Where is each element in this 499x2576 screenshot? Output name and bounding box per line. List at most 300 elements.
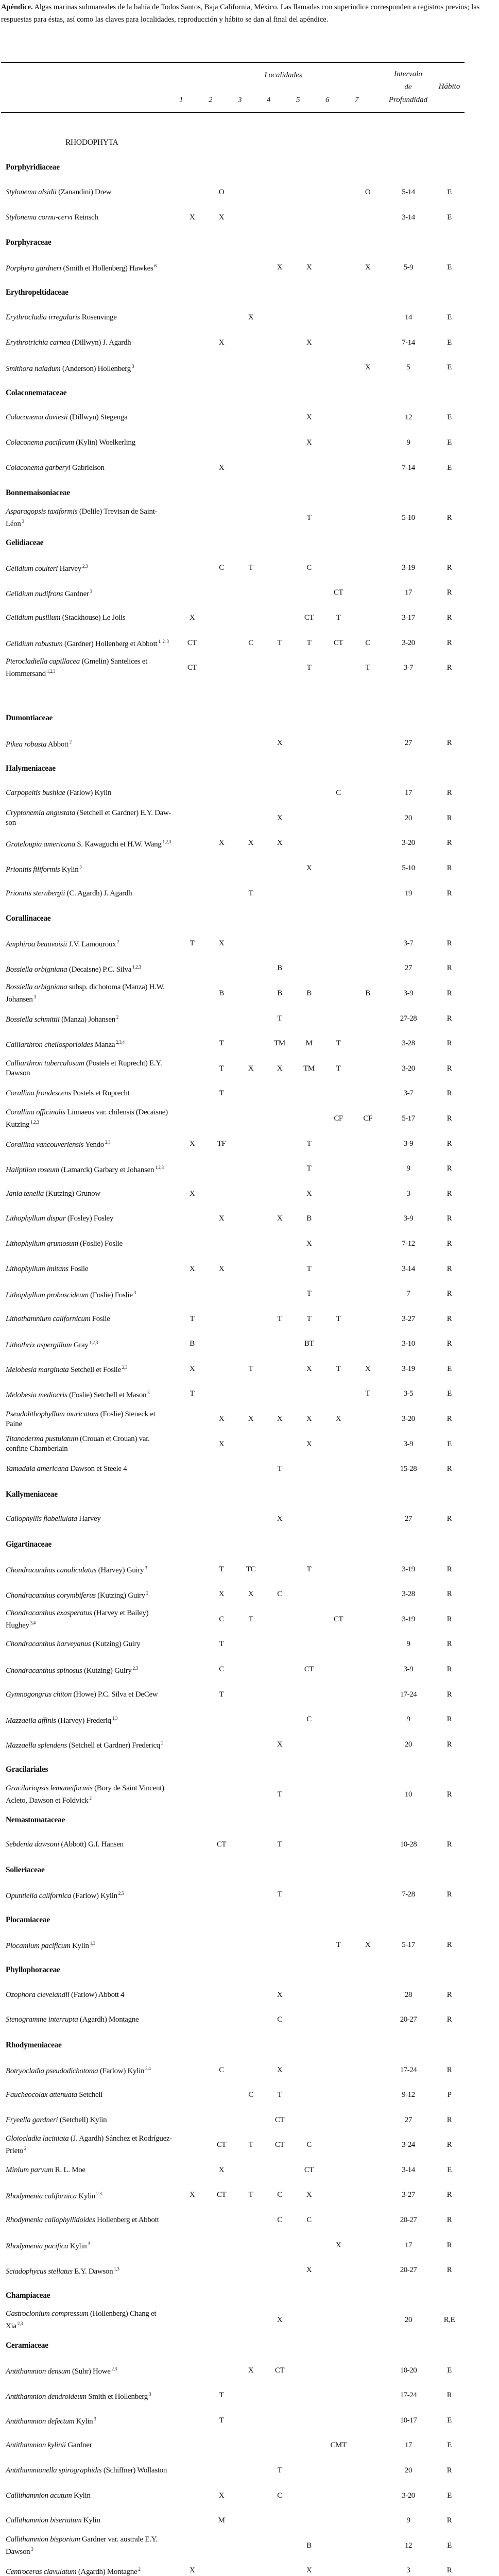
locality-6 — [325, 2308, 351, 2333]
species-row — [0, 255, 499, 280]
locality-1 — [179, 781, 205, 806]
species-binomial: Pterocladiella capillacea — [6, 657, 80, 666]
species-binomial: Asparagopsis taxiformis — [6, 507, 78, 516]
species-binomial: Colaconema garberyi — [6, 463, 71, 472]
depth-range: 9 — [406, 1715, 410, 1724]
depth-range: 12 — [405, 413, 412, 422]
locality-6 — [325, 2133, 351, 2158]
species-binomial: Antithamnion defectum — [6, 2417, 75, 2426]
depth-range: 20 — [405, 814, 412, 822]
depth-range: 15-28 — [400, 1465, 417, 1473]
species-binomial: Lithophyllum imitans — [6, 1264, 68, 1273]
species-binomial: Sciadophycus stellatus — [6, 2267, 73, 2276]
species-author: (Agardh) Montagne — [78, 2567, 137, 2576]
species-binomial: Prionitis filiformis — [6, 865, 60, 874]
locality-7 — [355, 2533, 381, 2558]
habit: R — [446, 1715, 452, 1724]
habit: R — [446, 1740, 452, 1749]
locality-7 — [355, 2133, 381, 2158]
division-heading — [0, 130, 499, 155]
depth-range: 3-19 — [402, 1615, 415, 1623]
locality-3 — [238, 2558, 264, 2576]
depth-range: 9-12 — [402, 2091, 415, 2099]
top-rule — [1, 62, 464, 63]
species-author: (Dillwyn) Stegenga — [69, 413, 128, 422]
locality-4 — [267, 1557, 292, 1582]
locality-1: B — [190, 1340, 195, 1348]
locality-1 — [179, 2433, 205, 2459]
depth-range: 20 — [405, 2466, 412, 2475]
locality-7 — [355, 2108, 381, 2133]
locality-3 — [238, 2383, 264, 2408]
species-author: Foslie — [92, 1314, 110, 1323]
family-heading — [0, 155, 499, 180]
species-name — [6, 430, 173, 455]
locality-4 — [267, 1632, 292, 1657]
locality-6: C — [336, 789, 341, 798]
locality-7 — [355, 505, 381, 531]
locality-3 — [238, 2483, 264, 2509]
previous-record-ref: 2 — [24, 2146, 27, 2151]
species-name — [6, 505, 173, 531]
species-row — [0, 2158, 499, 2183]
species-binomial: Titanoderma pustulatum — [6, 1435, 78, 1444]
species-binomial: Gastroclonium compressum — [6, 2310, 89, 2318]
locality-7 — [355, 305, 381, 330]
locality-1 — [179, 2408, 205, 2433]
locality-3 — [238, 1231, 264, 1257]
species-binomial: Chondracanthus corymbiferus — [6, 1591, 96, 1600]
locality-1: T — [190, 939, 195, 947]
locality-3 — [238, 1432, 264, 1457]
locality-1 — [179, 1607, 205, 1632]
depth-range: 5-17 — [402, 1114, 415, 1123]
depth-range: 20-27 — [400, 2015, 417, 2024]
species-author: Gray — [73, 1341, 89, 1349]
species-binomial: Stenogramme interrupta — [6, 2015, 78, 2024]
locality-6 — [325, 806, 351, 831]
locality-3: C — [248, 2091, 253, 2099]
locality-4 — [267, 430, 292, 455]
species-name — [6, 631, 173, 656]
locality-6 — [325, 2383, 351, 2408]
locality-6 — [325, 2082, 351, 2108]
locality-1: T — [190, 1389, 195, 1398]
header-col-2: 2 — [209, 96, 213, 104]
species-row — [0, 1131, 499, 1157]
depth-range: 3-20 — [402, 1064, 415, 1073]
locality-4 — [267, 605, 292, 631]
species-name — [6, 1281, 173, 1307]
locality-2 — [209, 1933, 234, 1958]
locality-2 — [209, 355, 234, 380]
locality-4 — [267, 2508, 292, 2533]
locality-3 — [238, 1006, 264, 1031]
locality-7: X — [365, 1940, 371, 1949]
locality-2: X — [218, 1439, 225, 1448]
locality-1 — [179, 1106, 205, 1131]
species-row — [0, 1332, 499, 1357]
locality-1 — [179, 1682, 205, 1707]
previous-record-ref: 3 — [133, 1290, 136, 1295]
locality-1 — [179, 1006, 205, 1031]
species-binomial: Pseudolithophyllum muricatum — [6, 1410, 99, 1418]
header-col-3: 3 — [238, 96, 242, 104]
locality-7 — [355, 1707, 381, 1732]
species-binomial: Colaconema daviesii — [6, 413, 68, 422]
header-interval — [384, 68, 433, 107]
habit: R — [446, 1290, 452, 1298]
locality-1: T — [190, 1314, 195, 1323]
locality-5: BT — [304, 1340, 314, 1348]
locality-7 — [355, 1031, 381, 1056]
depth-range: 9 — [406, 2516, 410, 2525]
family-name: Halymeniaceae — [6, 764, 56, 773]
species-name — [6, 1106, 173, 1131]
locality-3 — [238, 1982, 264, 2008]
family-heading — [0, 1957, 499, 1982]
species-binomial: Lithothamnium californicum — [6, 1314, 91, 1323]
locality-2 — [209, 1156, 234, 1181]
locality-5 — [296, 1106, 322, 1131]
locality-6 — [325, 2533, 351, 2558]
locality-1 — [179, 2483, 205, 2509]
locality-5: T — [306, 1314, 312, 1323]
locality-7 — [355, 1456, 381, 1482]
locality-2: CT — [216, 1840, 227, 1849]
locality-3 — [238, 2433, 264, 2459]
species-name — [6, 1006, 173, 1031]
species-author: Manza — [94, 1040, 115, 1049]
habit: R — [446, 939, 452, 947]
locality-5: B — [306, 989, 312, 997]
species-row — [0, 1607, 499, 1632]
habit: E — [447, 213, 452, 222]
family-name: Nemastomataceae — [6, 1815, 65, 1824]
locality-3 — [238, 205, 264, 230]
locality-2 — [209, 2208, 234, 2233]
species-author: subsp. dichotoma (Manza) H.W. Johansen — [6, 982, 165, 1004]
family-name: Dumontiaceae — [6, 714, 53, 723]
locality-7 — [355, 1181, 381, 1207]
locality-7 — [355, 2508, 381, 2533]
depth-range: 10 — [405, 1790, 412, 1799]
depth-range: 3-19 — [402, 1364, 415, 1373]
locality-2: T — [219, 2391, 224, 2400]
locality-1 — [179, 1281, 205, 1307]
locality-2 — [209, 1332, 234, 1357]
species-author: (Postels et Ruprecht) E.Y. Dawson — [6, 1059, 162, 1078]
locality-6 — [325, 731, 351, 756]
locality-4: TM — [274, 1039, 285, 1048]
habit: E — [447, 463, 452, 472]
species-binomial: Erythrotrichia carnea — [6, 338, 71, 347]
species-row — [0, 1257, 499, 1282]
locality-6 — [325, 655, 351, 681]
habit: R — [446, 2391, 452, 2400]
species-name — [6, 1982, 173, 2008]
locality-6 — [325, 1883, 351, 1908]
locality-2: X — [218, 1590, 225, 1599]
habit: R — [446, 614, 452, 622]
species-name — [6, 831, 173, 856]
locality-5 — [296, 1933, 322, 1958]
habit: R,E — [443, 2316, 455, 2325]
locality-5 — [296, 2082, 322, 2108]
species-author: (Harvey) Guiry — [98, 1566, 144, 1575]
habit: R — [446, 839, 452, 848]
locality-1 — [179, 1883, 205, 1908]
species-binomial: Mazzaella splendens — [6, 1741, 67, 1750]
species-name — [6, 881, 173, 906]
locality-5 — [296, 2358, 322, 2383]
locality-1 — [179, 330, 205, 355]
species-binomial: Corallina frondescens — [6, 1089, 71, 1098]
locality-4 — [267, 1332, 292, 1357]
habit: E — [447, 413, 452, 422]
locality-1 — [179, 1406, 205, 1432]
locality-4 — [267, 856, 292, 881]
locality-6 — [325, 1682, 351, 1707]
depth-range: 5-17 — [402, 1940, 415, 1949]
depth-range: 20 — [405, 1740, 412, 1749]
locality-2 — [209, 2458, 234, 2483]
locality-4: X — [277, 263, 283, 272]
locality-4: X — [277, 1415, 283, 1423]
species-row — [0, 655, 499, 681]
species-name — [6, 931, 173, 956]
species-name — [6, 581, 173, 606]
depth-range: 3-24 — [402, 2141, 415, 2149]
habit: R — [446, 739, 452, 748]
species-name — [6, 1607, 173, 1632]
locality-4 — [267, 2558, 292, 2576]
species-name — [6, 1031, 173, 1056]
locality-2 — [209, 856, 234, 881]
species-author: (Farlow) Abbott 4 — [71, 1990, 125, 1999]
locality-5 — [296, 806, 322, 831]
species-name — [6, 1707, 173, 1732]
locality-1 — [179, 455, 205, 481]
previous-record-ref: 3 — [148, 2391, 151, 2397]
locality-2: X — [218, 463, 225, 472]
species-name — [6, 2433, 173, 2459]
locality-7 — [355, 731, 381, 756]
locality-3 — [238, 1181, 264, 1207]
locality-2 — [209, 1357, 234, 1382]
depth-range: 7-12 — [402, 1239, 415, 1248]
locality-3 — [238, 2408, 264, 2433]
species-name — [6, 1156, 173, 1181]
species-binomial: Erythrocladia irregularis — [6, 313, 80, 321]
locality-4 — [267, 1607, 292, 1632]
locality-4 — [267, 1382, 292, 1407]
locality-3 — [238, 2058, 264, 2083]
species-binomial: Gelidium nudifrons — [6, 589, 63, 598]
species-author: (Gardner) Hollenberg et Abbott — [64, 640, 158, 649]
species-row — [0, 1307, 499, 1332]
locality-3: T — [248, 889, 253, 897]
locality-6 — [325, 881, 351, 906]
habit: P — [447, 2091, 452, 2099]
species-author: Harvey — [59, 565, 81, 573]
locality-5 — [296, 1682, 322, 1707]
locality-5: X — [306, 438, 312, 447]
previous-record-ref: 1,2,3 — [46, 669, 56, 674]
locality-3 — [238, 1257, 264, 1282]
locality-7 — [355, 1281, 381, 1307]
species-name — [6, 455, 173, 481]
locality-2 — [209, 1231, 234, 1257]
header-col-1: 1 — [179, 96, 183, 104]
locality-1 — [179, 2458, 205, 2483]
locality-3: X — [248, 2366, 254, 2375]
previous-record-ref: 1, 2, 3 — [158, 639, 169, 645]
species-row — [0, 305, 499, 330]
species-author: Harvey — [79, 1515, 101, 1523]
locality-6 — [325, 2183, 351, 2208]
locality-3: X — [248, 1590, 254, 1599]
species-row — [0, 2508, 499, 2533]
family-name: Plocamiaceae — [6, 1915, 50, 1924]
locality-6 — [325, 2483, 351, 2509]
species-row — [0, 1456, 499, 1482]
locality-6 — [325, 1382, 351, 1407]
species-name — [6, 1657, 173, 1682]
locality-6 — [325, 1257, 351, 1282]
locality-7 — [355, 2408, 381, 2433]
species-author: Kylin — [61, 865, 79, 874]
family-name: Champiaceae — [6, 2291, 50, 2300]
species-author: Linnaeus var. chilensis (Decaisne) Kutzing — [6, 1108, 168, 1129]
locality-1 — [179, 1933, 205, 1958]
locality-3: X — [248, 1064, 254, 1073]
locality-3 — [238, 255, 264, 280]
family-name: Colaconemataceae — [6, 388, 67, 397]
locality-5 — [296, 1632, 322, 1657]
species-name — [6, 330, 173, 355]
locality-6 — [325, 205, 351, 230]
habit: R — [446, 1089, 452, 1098]
habit: R — [446, 1239, 452, 1248]
species-binomial: Pikea robusta — [6, 740, 47, 749]
locality-5: T — [306, 1164, 312, 1173]
depth-range: 12 — [405, 2541, 412, 2550]
locality-7 — [355, 2233, 381, 2258]
habit: R — [446, 1890, 452, 1899]
table-caption — [1, 1, 495, 26]
locality-5 — [296, 1832, 322, 1857]
locality-4: C — [277, 2015, 282, 2024]
locality-7 — [355, 2433, 381, 2459]
depth-range: 9 — [406, 1164, 410, 1173]
locality-3 — [238, 1106, 264, 1131]
species-binomial: Callophyllis flabellulata — [6, 1515, 77, 1523]
locality-5 — [296, 205, 322, 230]
family-name: Ceramiaceae — [6, 2341, 48, 2350]
depth-range: 5-9 — [403, 263, 414, 272]
locality-6 — [325, 2058, 351, 2083]
species-binomial: Chondracanthus harveyanus — [6, 1640, 91, 1649]
locality-5 — [296, 731, 322, 756]
locality-7: X — [365, 263, 371, 272]
species-author: (J. Agardh) Sánchez et Rodríguez-Prieto — [6, 2134, 173, 2156]
locality-2 — [209, 2533, 234, 2558]
species-row — [0, 2258, 499, 2283]
species-author: (Farlow) Kylin — [67, 789, 112, 798]
species-binomial: Antithamnion dendroideum — [6, 2392, 87, 2401]
species-binomial: Gymnogongrus chiton — [6, 1690, 72, 1699]
species-name — [6, 2508, 173, 2533]
locality-7 — [355, 1406, 381, 1432]
previous-record-ref: 2,3 — [122, 1365, 128, 1370]
species-author: (C. Agardh) J. Agardh — [66, 889, 132, 897]
locality-7: X — [365, 1364, 371, 1373]
locality-5 — [296, 1782, 322, 1807]
locality-2 — [209, 2433, 234, 2459]
habit: R — [446, 2115, 452, 2124]
locality-2 — [209, 581, 234, 606]
locality-3 — [238, 455, 264, 481]
depth-range: 3-14 — [402, 2165, 415, 2174]
header-col-5: 5 — [296, 96, 300, 104]
locality-4: X — [277, 2316, 283, 2325]
species-binomial: Calliarthron cheilosporioides — [6, 1040, 93, 1049]
locality-4 — [267, 2433, 292, 2459]
species-name — [6, 2258, 173, 2283]
locality-5: X — [306, 2566, 312, 2575]
species-row — [0, 956, 499, 981]
species-author: J.V. Lamouroux — [68, 940, 116, 949]
locality-7 — [355, 856, 381, 881]
habit: E — [447, 363, 452, 372]
locality-7 — [355, 2158, 381, 2183]
locality-7: O — [365, 188, 371, 196]
locality-7 — [355, 605, 381, 631]
locality-5: T — [306, 638, 312, 647]
depth-range: 14 — [405, 313, 412, 321]
species-author: Foslie — [70, 1264, 89, 1273]
species-binomial: Faucheocolax attenuata — [6, 2091, 77, 2099]
species-author: (Lamarck) Garbary et Johansen — [61, 1165, 154, 1174]
locality-2: T — [219, 1690, 224, 1699]
locality-4 — [267, 2158, 292, 2183]
locality-1: X — [189, 213, 195, 222]
locality-6 — [325, 255, 351, 280]
locality-5 — [296, 1382, 322, 1407]
species-row — [0, 2133, 499, 2158]
locality-4 — [267, 1231, 292, 1257]
depth-range: 3 — [406, 1189, 410, 1198]
locality-6 — [325, 1081, 351, 1107]
locality-4: T — [277, 1840, 282, 1849]
species-author: (Bory de Saint Vincent) Acleto, Dawson et Foldvick — [6, 1784, 164, 1805]
locality-7 — [355, 1231, 381, 1257]
depth-range: 28 — [405, 1990, 412, 1999]
locality-3: T — [248, 2191, 253, 2199]
previous-record-ref: 2 — [146, 1590, 149, 1596]
locality-4: T — [277, 2466, 282, 2475]
locality-6 — [325, 2108, 351, 2133]
header-col-7: 7 — [355, 96, 359, 104]
family-name: Corallinaceae — [6, 914, 51, 923]
locality-5: C — [306, 2141, 312, 2149]
species-name — [6, 1883, 173, 1908]
locality-6: T — [336, 1940, 341, 1949]
habit: R — [446, 1114, 452, 1123]
locality-2 — [209, 631, 234, 656]
species-binomial: Lithophyllum dispar — [6, 1214, 66, 1223]
